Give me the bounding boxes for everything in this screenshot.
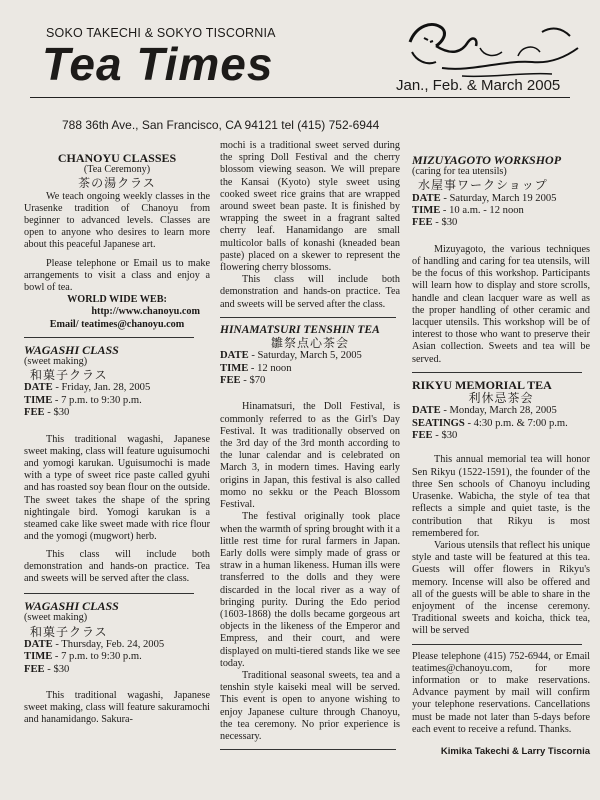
web-label: WORLD WIDE WEB: [67, 294, 167, 306]
section-divider [24, 337, 194, 338]
hinamatsuri-time: TIME - 12 noon [220, 362, 292, 374]
column-middle [220, 140, 400, 756]
hinamatsuri-fee: FEE - $70 [220, 375, 266, 387]
mizuyagoto-date: DATE - Saturday, March 19 2005 [412, 192, 557, 204]
wagashi2-subtitle: (sweet making) [24, 612, 88, 624]
mizuyagoto-fee: FEE - $30 [412, 217, 458, 229]
wagashi2-fee: FEE - $30 [24, 663, 70, 675]
chanoyu-heading: CHANOYU CLASSES [57, 151, 177, 165]
authors-line: SOKO TAKECHI & SOKYO TISCORNIA [46, 26, 276, 40]
section-divider [24, 593, 194, 594]
wagashi1-subtitle: (sweet making) [24, 356, 88, 368]
column-right [412, 152, 590, 758]
mizuyagoto-japanese: 水屋事ワークショップ [418, 178, 548, 193]
title-rule [30, 97, 570, 98]
wagashi1-time: TIME - 7 p.m. to 9:30 p.m. [24, 394, 142, 406]
rikyu-heading: RIKYU MEMORIAL TEA [412, 377, 552, 392]
chanoyu-paragraph-2: Please telephone or Email us to make arrangements to visit a class and enjoy a bowl of tea. [24, 257, 210, 294]
tea-master-sketch-logo [402, 12, 582, 86]
signature: Kimika Takechi & Larry Tiscornia [440, 745, 590, 757]
hinamatsuri-paragraph-1: Hinamatsuri, the Doll Festival, is commonly referred to as the Girl's Day Festival. It was traditionally observed on the 3rd day of the 3rd month according to the lunar calendar and is celebrated on March 3, in modern times. Having early origins in Japan, this festival is also called momo no sekku or the Peach Blossom Festival. [220, 401, 400, 511]
wagashi1-japanese: 和菓子クラス [30, 368, 108, 383]
wagashi2-continued: mochi is a traditional sweet served during the spring Doll Festival and the cherry blossom viewing season. We will prepare the Kansai (Kyoto) style sweet using cooked sweet rice grains that are wrapped around sweet bean paste. It is finished by wrapping the sweet in a fragrant salted cherry leaf. Hanamidango are small multicolor balls of konashi (kneaded bean paste) placed on a skewer to represent the flowering cherry blossoms. [220, 140, 400, 274]
wagashi2-japanese: 和菓子クラス [30, 624, 108, 639]
rikyu-paragraph-2: Various utensils that reflect his unique style and taste will be featured at this tea. Guests will offer flowers in Rikyu's memory. Incense will also be offered and all of the guests will be able to share in the enjoyment of the incense ceremony. Traditional sweets and koicha, thick tea, will be served [412, 539, 590, 637]
mizuyagoto-heading: MIZUYAGOTO WORKSHOP [412, 153, 562, 167]
column-left [24, 150, 210, 727]
rikyu-paragraph-1: This annual memorial tea will honor Sen Rikyu (1522-1591), the founder of the three Sen schools of Chanoyu including Urasenke. Wabicha, the style of tea that reflects a simple and quiet taste, is the contribution that Rikyu is most remembered for. [412, 454, 590, 539]
mizuyagoto-time: TIME - 10 a.m. - 12 noon [412, 205, 524, 217]
chanoyu-paragraph-1: We teach ongoing weekly classes in the Urasenke tradition of Chanoyu from beginner to advanced levels. Classes are open to anyone who desires to learn more about this peaceful Japanese art. [24, 190, 210, 251]
mizuyagoto-subtitle: (caring for tea utensils) [412, 166, 507, 178]
chanoyu-japanese: 茶の湯クラス [78, 176, 156, 191]
web-url-link[interactable]: http://www.chanoyu.com [91, 306, 200, 318]
wagashi1-heading: WAGASHI CLASS [24, 342, 119, 357]
wagashi2-paragraph-1: This traditional wagashi, Japanese sweet making, class will feature sakuramochi and hanamidango. Sakura- [24, 689, 210, 726]
wagashi1-date: DATE - Friday, Jan. 28, 2005 [24, 382, 151, 394]
wagashi2-date: DATE - Thursday, Feb. 24, 2005 [24, 638, 165, 650]
hinamatsuri-japanese: 雛祭点心茶会 [270, 336, 349, 351]
issue-date: Jan., Feb. & March 2005 [396, 77, 561, 94]
hinamatsuri-paragraph-3: Traditional seasonal sweets, tea and a tenshin style kaiseki meal will be served. This event is open to anyone wishing to enjoy Japanese culture through Chanoyu, the tea ceremony. No prior experience is necessary. [220, 669, 400, 742]
address-line: 788 36th Ave., San Francisco, CA 94121 tel (415) 752-6944 [62, 118, 380, 132]
wagashi1-fee: FEE - $30 [24, 407, 70, 419]
wagashi1-paragraph-2: This class will include both demonstration and hands-on practice. Tea and sweets will be served after the class. [24, 548, 210, 584]
hinamatsuri-date: DATE - Saturday, March 5, 2005 [220, 350, 362, 362]
wagashi2-time: TIME - 7 p.m. to 9:30 p.m. [24, 651, 142, 663]
hinamatsuri-paragraph-2: The festival originally took place when the warmth of spring brought with it a little rest time for rural farmers in Japan. Early dolls were simply made of grass or straw in a human likeness. Human ills were transferred to the dolls and they were discarded in the local river as a way of bringing purity. During the Edo period (1603-1868) the dolls became gorgeous art objects in the likeness of the Emperor and Empress, and their court, and were displayed on multi-tiered stands like we see today. [220, 511, 400, 669]
mizuyagoto-paragraph-1: Mizuyagoto, the various techniques of handling and caring for tea utensils, will be the focus of this workshop. Participants will learn how to display and store scrolls, handle and clean lacquer ware as well as the proper handling of other ceramic and lacquer utensils. This workshop will be of interest to those who want to preserve their Asian collection. Sweets and tea will be served. [412, 243, 590, 365]
section-divider [412, 644, 582, 645]
rikyu-date: DATE - Monday, March 28, 2005 [412, 405, 557, 417]
rikyu-fee: FEE - $30 [412, 430, 458, 442]
rikyu-japanese: 利休忌茶会 [468, 391, 534, 406]
section-divider [220, 317, 396, 318]
hinamatsuri-heading: HINAMATSURI TENSHIN TEA [220, 323, 380, 336]
rikyu-seatings: SEATINGS - 4:30 p.m. & 7:00 p.m. [412, 417, 568, 429]
section-divider [412, 372, 582, 373]
wagashi2-continued-2: This class will include both demonstration and hands-on practice. Tea and sweets will be served after the class. [220, 274, 400, 310]
wagashi1-paragraph-1: This traditional wagashi, Japanese sweet making, class will feature uguisumochi and yomogi karukan. Uguisumochi is made with a type of sweet rice paste called gyuhi and has roasted soy bean flour on the outside. The sweet takes the shape of the spring nightingale bird. Yomogi karukan is a steamed cake like sweet made with rice flour and the yomogi (mugwort) herb. [24, 433, 210, 543]
email-link[interactable]: Email/ teatimes@chanoyu.com [49, 318, 185, 330]
section-divider [220, 749, 396, 750]
wagashi2-heading: WAGASHI CLASS [24, 599, 119, 614]
chanoyu-subtitle: (Tea Ceremony) [83, 164, 151, 176]
newsletter-title: Tea Times [42, 38, 274, 90]
contact-paragraph: Please telephone (415) 752-6944, or Email teatimes@chanoyu.com, for more information or to make reservations. Advance payment by mail will confirm your telephone reservations. Cancellations must be made not later than 5-days before each event to receive a refund. Thanks. [412, 650, 590, 735]
